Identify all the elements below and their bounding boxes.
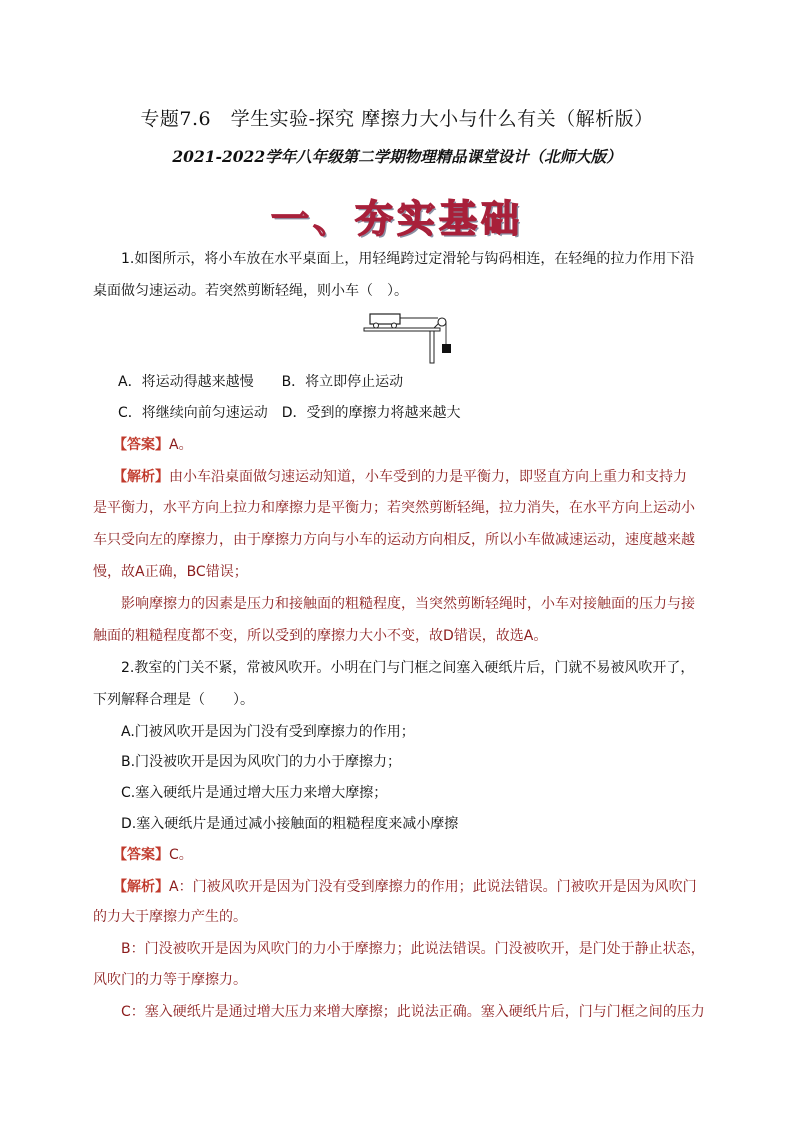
table-surface bbox=[364, 328, 440, 331]
q2-stem-line-2: 下列解释合理是（ ）。 bbox=[93, 692, 254, 708]
q2-analysis-line-1 bbox=[113, 877, 733, 897]
q1-analysis-line-3: 车只受向左的摩擦力，由于摩擦力方向与小车的运动方向相反，所以小车做减速运动，速度越来越 bbox=[93, 532, 695, 548]
q2-analysis-tag: 【解析】 bbox=[113, 879, 169, 895]
q1-analysis-tag: 【解析】 bbox=[113, 469, 169, 485]
table-leg bbox=[430, 331, 434, 363]
q2-analysis-c1: C：塞入硬纸片是通过增大压力来增大摩擦；此说法正确。塞入硬纸片后，门与门框之间的压力 bbox=[121, 1004, 705, 1020]
cart-body bbox=[370, 314, 400, 324]
q2-analysis-a2: 的力大于摩擦力产生的。 bbox=[93, 909, 247, 925]
q1-options-line-2: C．将继续向前匀速运动 D．受到的摩擦力将越来越大 bbox=[118, 405, 461, 421]
cart-wheel-left bbox=[374, 323, 379, 328]
q2-answer-tag: 【答案】 bbox=[113, 847, 169, 863]
page-subtitle: 2021-2022学年八年级第二学期物理精品课堂设计（北师大版） bbox=[172, 147, 622, 166]
q1-stem-line-2: 桌面做匀速运动。若突然剪断轻绳，则小车（ ）。 bbox=[93, 283, 408, 299]
cart-wheel-right bbox=[392, 323, 397, 328]
section-heading: 一、夯实基础 bbox=[270, 197, 523, 241]
q2-analysis-b2: 风吹门的力等于摩擦力。 bbox=[93, 972, 247, 988]
cart-pulley-figure bbox=[362, 306, 462, 364]
q1-analysis-text-1: 由小车沿桌面做匀速运动知道，小车受到的力是平衡力，即竖直方向上重力和支持力 bbox=[169, 469, 687, 485]
hook-weight bbox=[442, 344, 451, 353]
q2-analysis-b1: B：门没被吹开是因为风吹门的力小于摩擦力；此说法错误。门没被吹开，是门处于静止状态， bbox=[121, 941, 705, 957]
q1-analysis-line-5: 影响摩擦力的因素是压力和接触面的粗糙程度，当突然剪断轻绳时，小车对接触面的压力与接 bbox=[121, 596, 695, 612]
q2-answer bbox=[113, 845, 733, 865]
q1-analysis-line-4: 慢，故A正确，BC错误； bbox=[93, 564, 248, 580]
q2-stem-line-1: 2.教室的门关不紧，常被风吹开。小明在门与门框之间塞入硬纸片后，门就不易被风吹开了， bbox=[121, 660, 695, 676]
q1-stem-line-1: 1.如图所示，将小车放在水平桌面上，用轻绳跨过定滑轮与钩码相连，在轻绳的拉力作用下沿 bbox=[121, 251, 695, 267]
q1-analysis-line-1 bbox=[113, 467, 733, 487]
q1-answer-value: A。 bbox=[169, 437, 193, 453]
q2-option-a: A.门被风吹开是因为门没有受到摩擦力的作用； bbox=[121, 724, 415, 740]
q2-option-b: B.门没被吹开是因为风吹门的力小于摩擦力； bbox=[121, 754, 402, 770]
page-title: 专题7.6 学生实验-探究 摩擦力大小与什么有关（解析版） bbox=[140, 108, 654, 130]
pulley bbox=[438, 318, 446, 326]
q2-option-d: D.塞入硬纸片是通过减小接触面的粗糙程度来减小摩擦 bbox=[121, 816, 459, 832]
q2-analysis-text-a1: A：门被风吹开是因为门没有受到摩擦力的作用；此说法错误。门被吹开是因为风吹门 bbox=[169, 879, 697, 895]
q2-answer-value: C。 bbox=[169, 847, 193, 863]
q1-answer-tag: 【答案】 bbox=[113, 437, 169, 453]
q1-analysis-line-2: 是平衡力，水平方向上拉力和摩擦力是平衡力；若突然剪断轻绳，拉力消失，在水平方向上运动小 bbox=[93, 500, 695, 516]
q1-analysis-line-6: 触面的粗糙程度都不变，所以受到的摩擦力大小不变，故D错误，故选A。 bbox=[93, 628, 548, 644]
q1-options-line-1: A．将运动得越来越慢 B．将立即停止运动 bbox=[118, 374, 404, 390]
q2-option-c: C.塞入硬纸片是通过增大压力来增大摩擦； bbox=[121, 785, 388, 801]
q1-answer bbox=[113, 435, 733, 455]
